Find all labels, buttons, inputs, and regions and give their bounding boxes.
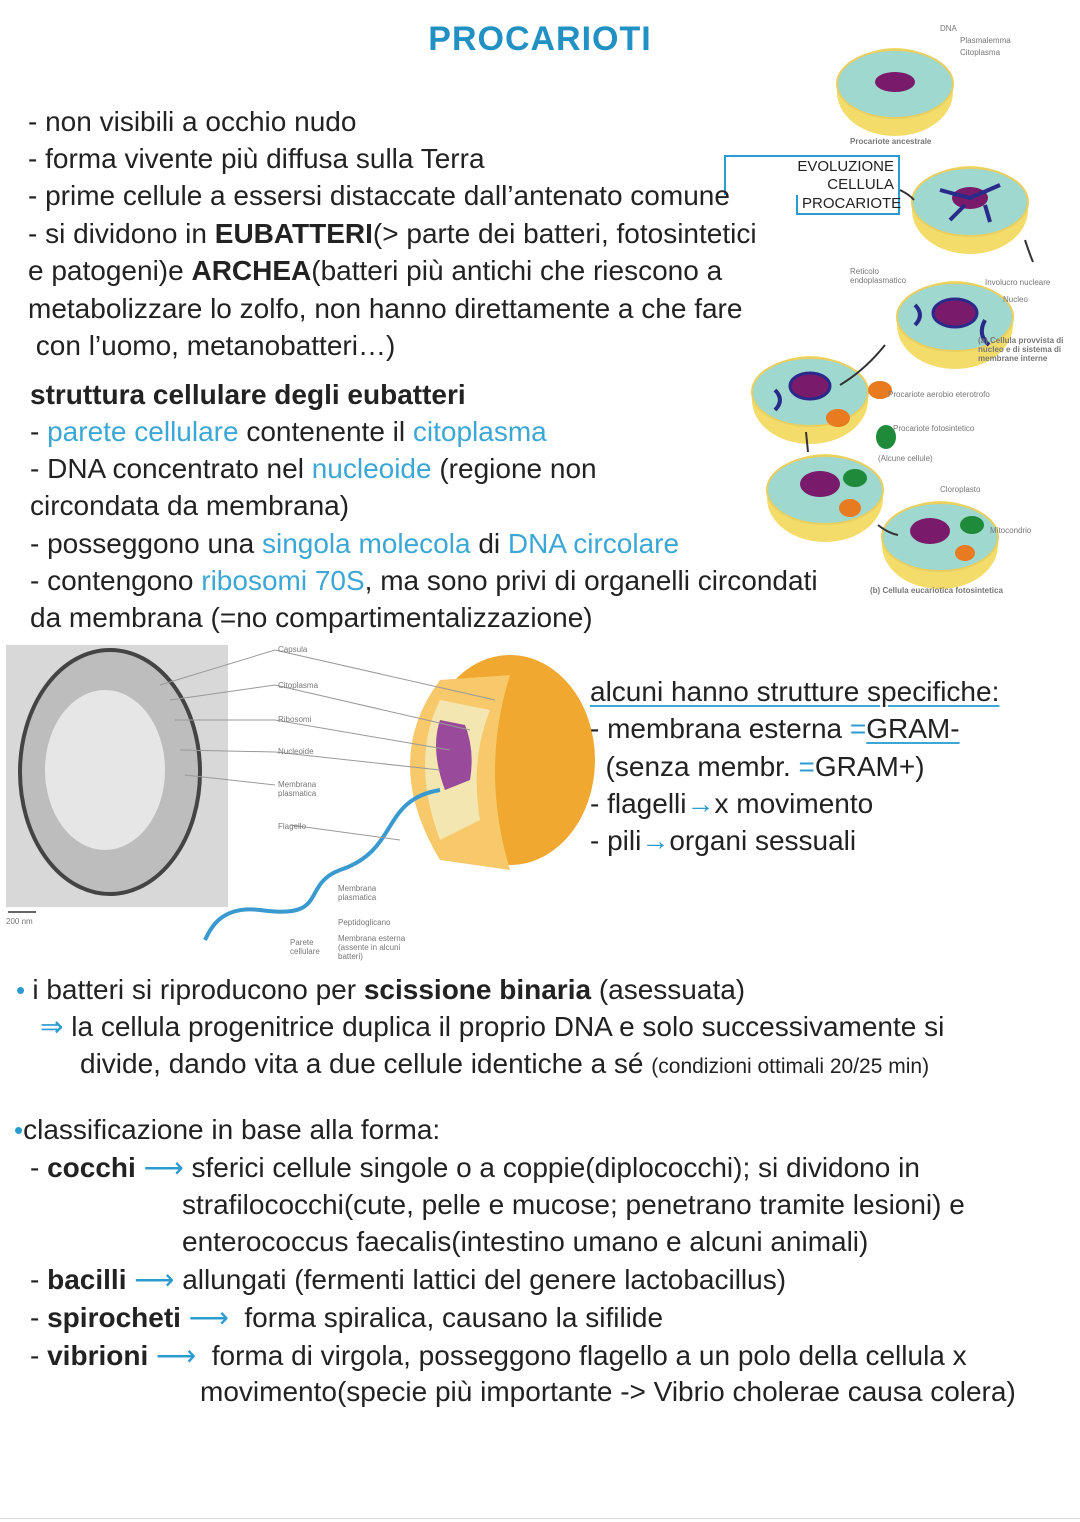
text-segment: alcuni hanno strutture specifiche:	[590, 676, 1000, 707]
text-segment: da membrana (=no compartimentalizzazione)	[30, 602, 593, 633]
text-segment: -	[30, 1302, 48, 1333]
text-segment: classificazione in base alla forma:	[23, 1114, 441, 1145]
page-title: PROCARIOTI	[428, 20, 652, 58]
text-segment: - non visibili a occhio nudo	[28, 106, 357, 137]
label-capsula: Capsula	[278, 645, 308, 654]
arrow-icon: →	[641, 825, 670, 856]
arrow-icon: ⟶	[148, 1340, 204, 1371]
text-line	[590, 711, 960, 747]
label-citoplasma: Citoplasma	[960, 48, 1001, 57]
text-segment: -	[30, 1152, 48, 1183]
text-segment: movimento(specie più importante -> Vibrio cholerae causa colera)	[200, 1376, 1016, 1407]
text-segment: (asessuata)	[591, 974, 746, 1005]
text-line	[30, 526, 679, 562]
text-line	[30, 1150, 920, 1186]
text-segment: nucleoide	[311, 453, 432, 484]
arrow-icon: ⟶	[126, 1264, 183, 1295]
text-line	[80, 1046, 929, 1085]
text-line	[30, 600, 593, 636]
text-segment: - flagelli	[590, 788, 687, 819]
arrow-icon: ⇒	[40, 1011, 72, 1042]
text-segment: - contengono	[30, 565, 202, 596]
text-segment: organi sessuali	[669, 825, 857, 856]
label-flagello: Flagello	[278, 822, 307, 831]
text-line	[182, 1224, 868, 1260]
label-plasmalemma: Plasmalemma	[960, 36, 1011, 45]
label-aerobio: Procariote aerobio eterotrofo	[888, 390, 990, 399]
text-segment: -	[30, 1340, 48, 1371]
label-nucleo: Nucleo	[1003, 295, 1028, 304]
arrow-icon: →	[686, 788, 715, 819]
text-segment: i batteri si riproducono per	[32, 974, 364, 1005]
text-segment: - DNA concentrato nel	[30, 453, 312, 484]
text-segment: - membrana esterna	[590, 713, 850, 744]
text-line	[16, 972, 745, 1008]
label-peptidoglicano: Peptidoglicano	[338, 918, 391, 927]
label-procariote-ancestrale: Procariote ancestrale	[850, 137, 932, 146]
label-dna: DNA	[940, 24, 957, 33]
text-line	[590, 749, 925, 785]
label-cloroplasto: Cloroplasto	[940, 485, 981, 494]
text-segment: (batteri più antichi che riescono a	[311, 255, 723, 286]
text-segment: strafilococchi(cute, pelle e mucose; penetrano tramite lesioni) e	[182, 1189, 965, 1220]
text-line	[30, 563, 818, 599]
text-line	[28, 141, 485, 177]
text-segment: ribosomi 70S	[201, 565, 365, 596]
label-scale-200nm: 200 nm	[6, 917, 33, 926]
text-segment: parete cellulare	[47, 416, 239, 447]
evolution-caption-line1: EVOLUZIONE CELLULA	[724, 155, 900, 195]
text-line	[182, 1187, 965, 1223]
cell-evolution-diagram	[740, 40, 1080, 600]
label-alcune-cellule: (Alcune cellule)	[878, 454, 933, 463]
label-nucleoide: Nucleoide	[278, 747, 314, 756]
text-segment: -	[30, 1264, 48, 1295]
text-line	[28, 104, 356, 140]
text-segment: contenente il	[238, 416, 413, 447]
text-segment: GRAM+)	[814, 751, 925, 782]
label-involucro: Involucro nucleare	[985, 278, 1051, 287]
text-segment: ARCHEA	[191, 255, 312, 286]
text-segment: GRAM-	[866, 713, 960, 744]
text-line	[28, 253, 722, 289]
label-cellula-b: (b) Cellula eucariotica fotosintetica	[870, 586, 1003, 595]
text-line	[590, 823, 856, 859]
text-segment: singola molecola	[261, 528, 471, 559]
text-line	[30, 1300, 663, 1336]
text-line	[30, 1262, 786, 1298]
text-line	[28, 291, 742, 327]
text-segment: di	[470, 528, 508, 559]
text-segment: - posseggono una	[30, 528, 262, 559]
text-segment: (regione non	[431, 453, 597, 484]
text-line	[30, 488, 349, 524]
label-mitocondrio: Mitocondrio	[990, 526, 1032, 535]
text-segment: - forma vivente più diffusa sulla Terra	[28, 143, 485, 174]
text-line	[590, 674, 999, 710]
label-membrana-esterna: Membrana esterna (assente in alcuni batteri)	[338, 934, 406, 961]
text-segment: circondata da membrana)	[30, 490, 350, 521]
label-fotosintetico: Procariote fotosintetico	[893, 424, 975, 433]
label-reticolo: Reticolo endoplasmatico	[850, 267, 907, 285]
bullet-icon: •	[14, 1115, 24, 1145]
text-line	[28, 178, 730, 214]
text-segment: -	[30, 416, 48, 447]
text-segment: e patogeni)e	[28, 255, 192, 286]
text-line	[30, 414, 547, 450]
text-segment: enterococcus faecalis(intestino umano e alcuni animali)	[182, 1226, 869, 1257]
text-segment: cocchi	[47, 1152, 136, 1183]
label-cellula-a: (a) Cellula provvista di nucleo e di sistema di membrane interne	[978, 336, 1064, 363]
text-line	[28, 216, 757, 252]
arrow-icon: ⟶	[180, 1302, 237, 1333]
text-line	[590, 786, 873, 822]
label-membrana-plasmatica: Membrana plasmatica	[278, 780, 317, 798]
text-line	[30, 451, 597, 487]
arrow-icon: =	[798, 751, 815, 782]
text-segment: divide, dando vita a due cellule identiche a sé	[80, 1048, 652, 1079]
text-segment: scissione binaria	[363, 974, 592, 1005]
page-bottom-divider	[0, 1518, 1080, 1519]
text-segment: con l’uomo, metanobatteri…)	[28, 330, 396, 361]
label-citoplasma-cell: Citoplasma	[278, 681, 319, 690]
text-segment: forma di virgola, posseggono flagello a un polo della cellula x	[203, 1340, 967, 1371]
text-segment: - prime cellule a essersi distaccate dall’antenato comune	[28, 180, 730, 211]
bullet-icon: •	[16, 975, 33, 1005]
arrow-icon: ⟶	[135, 1152, 192, 1183]
text-segment: spirocheti	[47, 1302, 181, 1333]
text-segment: (> parte dei batteri, fotosintetici	[372, 218, 757, 249]
text-segment: struttura cellulare degli eubatteri	[30, 379, 466, 410]
text-segment: (condizioni ottimali 20/25 min)	[651, 1055, 930, 1078]
text-line	[14, 1112, 440, 1148]
text-segment: x movimento	[714, 788, 874, 819]
text-segment: citoplasma	[412, 416, 547, 447]
evolution-caption-line2: PROCARIOTE	[796, 195, 900, 215]
text-segment: - pili	[590, 825, 642, 856]
text-segment: allungati (fermenti lattici del genere lactobacillus)	[182, 1264, 787, 1295]
text-line	[28, 328, 395, 364]
label-parete-cellulare: Parete cellulare	[290, 938, 320, 956]
arrow-icon: =	[849, 713, 867, 744]
text-segment: - si dividono in	[28, 218, 215, 249]
text-segment: bacilli	[47, 1264, 127, 1295]
text-segment: la cellula progenitrice duplica il proprio DNA e solo successivamente si	[71, 1011, 945, 1042]
text-segment: DNA circolare	[507, 528, 680, 559]
text-line	[30, 1338, 967, 1374]
text-segment: EUBATTERI	[214, 218, 373, 249]
text-segment: metabolizzare lo zolfo, non hanno direttamente a che fare	[28, 293, 743, 324]
text-line	[200, 1374, 1016, 1410]
label-ribosomi: Ribosomi	[278, 715, 312, 724]
text-segment: , ma sono privi di organelli circondati	[364, 565, 818, 596]
text-segment: (senza membr.	[590, 751, 799, 782]
text-segment: sferici cellule singole o a coppie(diplococchi); si dividono in	[191, 1152, 920, 1183]
text-segment: forma spiralica, causano la sifilide	[236, 1302, 664, 1333]
label-membrana-plasmatica-2: Membrana plasmatica	[338, 884, 377, 902]
text-line	[30, 377, 466, 413]
text-segment: vibrioni	[47, 1340, 149, 1371]
text-line	[40, 1009, 944, 1045]
